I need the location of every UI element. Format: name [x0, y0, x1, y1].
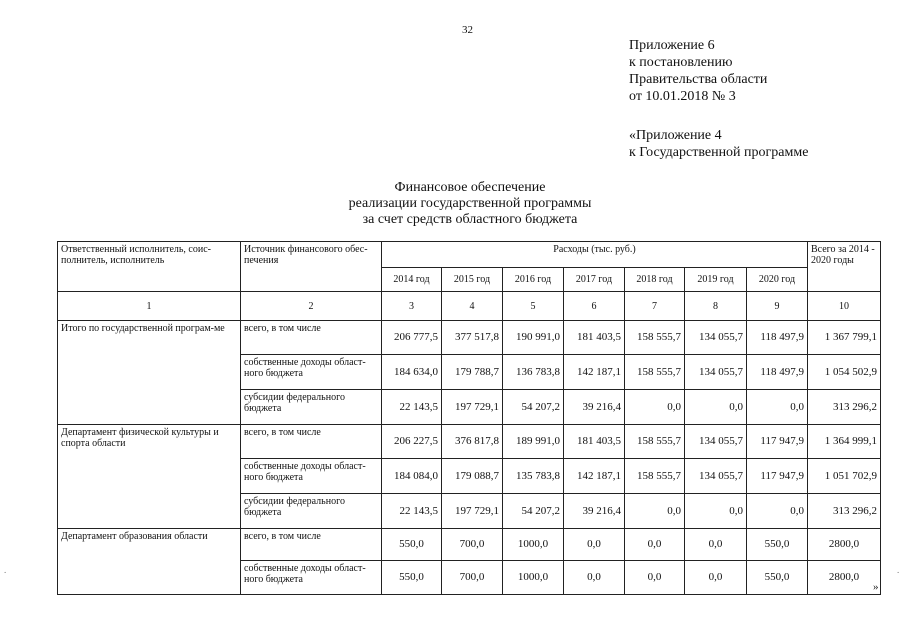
closing-quote: » [873, 581, 879, 593]
column-index: 7 [625, 292, 685, 321]
value-cell: 1 367 799,1 [808, 321, 881, 355]
appendix-ref-line: к Государственной программе [629, 145, 809, 160]
value-cell: 179 788,7 [442, 355, 503, 390]
value-cell: 39 216,4 [564, 390, 625, 425]
executor-cell: Департамент физической культуры и спорта области [58, 425, 241, 529]
source-cell: субсидии федерального бюджета [241, 390, 382, 425]
value-cell: 190 991,0 [503, 321, 564, 355]
value-cell: 134 055,7 [685, 355, 747, 390]
edge-mark: . [4, 565, 7, 575]
value-cell: 117 947,9 [747, 425, 808, 459]
appendix-reference [629, 127, 808, 161]
value-cell: 550,0 [382, 561, 442, 595]
value-cell: 700,0 [442, 529, 503, 561]
value-cell: 550,0 [382, 529, 442, 561]
value-cell: 142 187,1 [564, 355, 625, 390]
value-cell: 1 364 999,1 [808, 425, 881, 459]
value-cell: 158 555,7 [625, 355, 685, 390]
value-cell: 118 497,9 [747, 321, 808, 355]
value-cell: 376 817,8 [442, 425, 503, 459]
value-cell: 2800,0 [808, 529, 881, 561]
value-cell: 134 055,7 [685, 425, 747, 459]
value-cell: 0,0 [747, 494, 808, 529]
header-year: 2018 год [625, 268, 685, 292]
value-cell: 0,0 [747, 390, 808, 425]
value-cell: 142 187,1 [564, 459, 625, 494]
executor-cell: Итого по государственной програм-ме [58, 321, 241, 425]
value-cell: 1000,0 [503, 529, 564, 561]
value-cell: 0,0 [685, 529, 747, 561]
source-cell: собственные доходы област-ного бюджета [241, 561, 382, 595]
value-cell: 377 517,8 [442, 321, 503, 355]
column-index: 6 [564, 292, 625, 321]
document-title [270, 180, 670, 228]
appendix-line: от 10.01.2018 № 3 [629, 89, 736, 104]
value-cell: 313 296,2 [808, 390, 881, 425]
value-cell: 1 051 702,9 [808, 459, 881, 494]
value-cell: 22 143,5 [382, 390, 442, 425]
table-row [58, 425, 881, 459]
value-cell: 39 216,4 [564, 494, 625, 529]
value-cell: 0,0 [685, 494, 747, 529]
column-index: 4 [442, 292, 503, 321]
source-cell: собственные доходы област-ного бюджета [241, 459, 382, 494]
value-cell: 0,0 [685, 561, 747, 595]
source-cell: всего, в том числе [241, 529, 382, 561]
value-cell: 700,0 [442, 561, 503, 595]
header-source: Источник финансового обес-печения [241, 242, 382, 292]
column-index: 8 [685, 292, 747, 321]
appendix-header [629, 37, 767, 105]
value-cell: 206 227,5 [382, 425, 442, 459]
value-cell: 197 729,1 [442, 390, 503, 425]
value-cell: 206 777,5 [382, 321, 442, 355]
source-cell: субсидии федерального бюджета [241, 494, 382, 529]
value-cell: 0,0 [685, 390, 747, 425]
title-line: реализации государственной программы [348, 196, 592, 211]
value-cell: 158 555,7 [625, 459, 685, 494]
title-line: за счет средств областного бюджета [362, 212, 578, 227]
value-cell: 2800,0 [808, 561, 881, 595]
value-cell: 0,0 [564, 561, 625, 595]
value-cell: 54 207,2 [503, 494, 564, 529]
value-cell: 135 783,8 [503, 459, 564, 494]
header-total: Всего за 2014 - 2020 годы [808, 242, 881, 292]
value-cell: 189 991,0 [503, 425, 564, 459]
page-number: 32 [462, 24, 473, 36]
value-cell: 181 403,5 [564, 321, 625, 355]
value-cell: 134 055,7 [685, 459, 747, 494]
value-cell: 0,0 [625, 390, 685, 425]
header-year: 2020 год [747, 268, 808, 292]
header-expenses: Расходы (тыс. руб.) [382, 242, 808, 268]
value-cell: 179 088,7 [442, 459, 503, 494]
header-year: 2014 год [382, 268, 442, 292]
appendix-line: Правительства области [629, 72, 768, 87]
value-cell: 158 555,7 [625, 425, 685, 459]
source-cell: всего, в том числе [241, 321, 382, 355]
value-cell: 184 634,0 [382, 355, 442, 390]
value-cell: 550,0 [747, 529, 808, 561]
value-cell: 54 207,2 [503, 390, 564, 425]
value-cell: 550,0 [747, 561, 808, 595]
column-index: 2 [241, 292, 382, 321]
value-cell: 1000,0 [503, 561, 564, 595]
header-year: 2016 год [503, 268, 564, 292]
source-cell: собственные доходы област-ного бюджета [241, 355, 382, 390]
header-year: 2015 год [442, 268, 503, 292]
value-cell: 134 055,7 [685, 321, 747, 355]
source-cell: всего, в том числе [241, 425, 382, 459]
title-line: Финансовое обеспечение [394, 180, 546, 195]
value-cell: 0,0 [625, 561, 685, 595]
value-cell: 0,0 [564, 529, 625, 561]
column-index: 5 [503, 292, 564, 321]
header-year: 2017 год [564, 268, 625, 292]
appendix-line: Приложение 6 [629, 38, 715, 53]
value-cell: 313 296,2 [808, 494, 881, 529]
value-cell: 0,0 [625, 529, 685, 561]
value-cell: 1 054 502,9 [808, 355, 881, 390]
value-cell: 181 403,5 [564, 425, 625, 459]
header-year: 2019 год [685, 268, 747, 292]
header-executor: Ответственный исполнитель, соис-полнитель, исполнитель [58, 242, 241, 292]
value-cell: 0,0 [625, 494, 685, 529]
column-index: 10 [808, 292, 881, 321]
value-cell: 197 729,1 [442, 494, 503, 529]
column-index: 1 [58, 292, 241, 321]
value-cell: 136 783,8 [503, 355, 564, 390]
executor-cell: Департамент образования области [58, 529, 241, 595]
financing-table [57, 241, 881, 595]
table-row [58, 529, 881, 561]
table-row [58, 321, 881, 355]
value-cell: 22 143,5 [382, 494, 442, 529]
edge-mark: . [897, 565, 900, 575]
value-cell: 184 084,0 [382, 459, 442, 494]
column-index: 9 [747, 292, 808, 321]
column-index: 3 [382, 292, 442, 321]
appendix-line: к постановлению [629, 55, 733, 70]
value-cell: 117 947,9 [747, 459, 808, 494]
appendix-ref-line: «Приложение 4 [629, 128, 722, 143]
value-cell: 118 497,9 [747, 355, 808, 390]
value-cell: 158 555,7 [625, 321, 685, 355]
